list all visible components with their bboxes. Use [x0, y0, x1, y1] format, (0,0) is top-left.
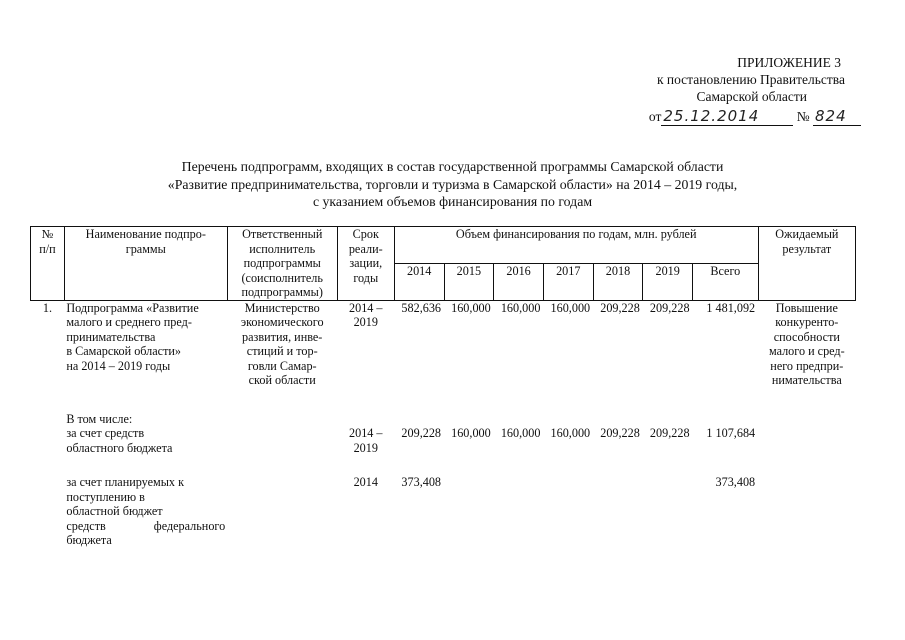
row-term: 2014 – 2019	[349, 426, 383, 455]
date-prefix: от	[648, 109, 662, 124]
value-2019	[643, 475, 693, 548]
header-year-2017: 2017	[543, 263, 593, 300]
number-prefix: №	[796, 109, 810, 124]
header-result: Ожидаемый результат	[758, 227, 855, 301]
appendix-line-3: Самарской области	[696, 89, 807, 104]
value-2015: 160,000	[451, 300, 491, 315]
value-2015: 160,000	[451, 426, 491, 440]
value-2019: 209,228	[649, 426, 690, 440]
row-name: В том числе: за счет средств областного бюджета	[66, 411, 173, 455]
heading-line-1: Перечень подпрограмм, входящих в состав государственной программы Самарской области	[181, 159, 724, 174]
header-total: Всего	[693, 263, 759, 300]
value-2016	[494, 475, 544, 548]
number-value: 824	[815, 107, 847, 125]
row-name: за счет планируемых к поступлению в областной бюджет средств федерального бюджета	[66, 475, 226, 547]
appendix-date-number	[649, 107, 861, 126]
table-row	[31, 475, 856, 548]
header-year-2018: 2018	[593, 263, 643, 300]
row-num: 1.	[42, 300, 52, 315]
header-name: Наименование подпро- граммы	[64, 227, 227, 301]
value-total: 1 481,092	[706, 300, 756, 315]
appendix-block	[657, 54, 845, 105]
row-term: 2014	[353, 475, 378, 489]
header-year-2016: 2016	[494, 263, 544, 300]
subprograms-table	[30, 226, 856, 548]
header-year-2014: 2014	[394, 263, 444, 300]
table-row	[31, 300, 856, 388]
value-total: 1 107,684	[706, 426, 756, 440]
value-2018: 209,228	[600, 426, 640, 440]
value-2015	[444, 475, 494, 548]
value-2017: 160,000	[550, 426, 591, 440]
row-term: 2014 – 2019	[349, 300, 383, 329]
header-term: Срок реали- зации, годы	[337, 227, 394, 301]
document-heading	[0, 158, 905, 211]
value-2017: 160,000	[550, 300, 591, 315]
row-name: Подпрограмма «Развитие малого и среднего пред- принимательства в Самарской области» на 2014 – 2019 годы	[66, 300, 199, 373]
value-2014: 582,636	[401, 300, 442, 315]
date-value: 25.12.2014	[663, 107, 760, 125]
heading-line-2: «Развитие предпринимательства, торговли и туризма в Самарской области» на 2014 – 2019 годы,	[167, 176, 738, 192]
row-result: Повышение конкуренто- способности малого и сред- него предпри- нимательства	[768, 300, 845, 387]
value-2019: 209,228	[649, 300, 690, 315]
row-executor: Министерство экономического развития, инве- стиций и тор- говли Самар- ской области	[240, 300, 324, 387]
header-year-2019: 2019	[643, 263, 693, 300]
appendix-line-2: к постановлению Правительства	[656, 72, 845, 87]
header-volume: Объем финансирования по годам, млн. рублей	[394, 227, 758, 264]
value-2018	[593, 475, 643, 548]
value-2017	[543, 475, 593, 548]
header-executor: Ответственный исполнитель подпрограммы (соисполнитель подпрограммы)	[227, 227, 337, 301]
value-2016: 160,000	[500, 300, 541, 315]
value-2016: 160,000	[500, 426, 541, 440]
table-row	[31, 412, 856, 456]
header-year-2015: 2015	[444, 263, 494, 300]
value-total: 373,408	[715, 475, 756, 489]
appendix-title: ПРИЛОЖЕНИЕ 3	[737, 55, 841, 70]
value-2018: 209,228	[600, 300, 640, 315]
heading-line-3: с указанием объемов финансирования по годам	[312, 194, 593, 209]
value-2014: 373,408	[401, 475, 442, 489]
value-2014: 209,228	[401, 426, 442, 440]
header-num: № п/п	[31, 227, 65, 301]
